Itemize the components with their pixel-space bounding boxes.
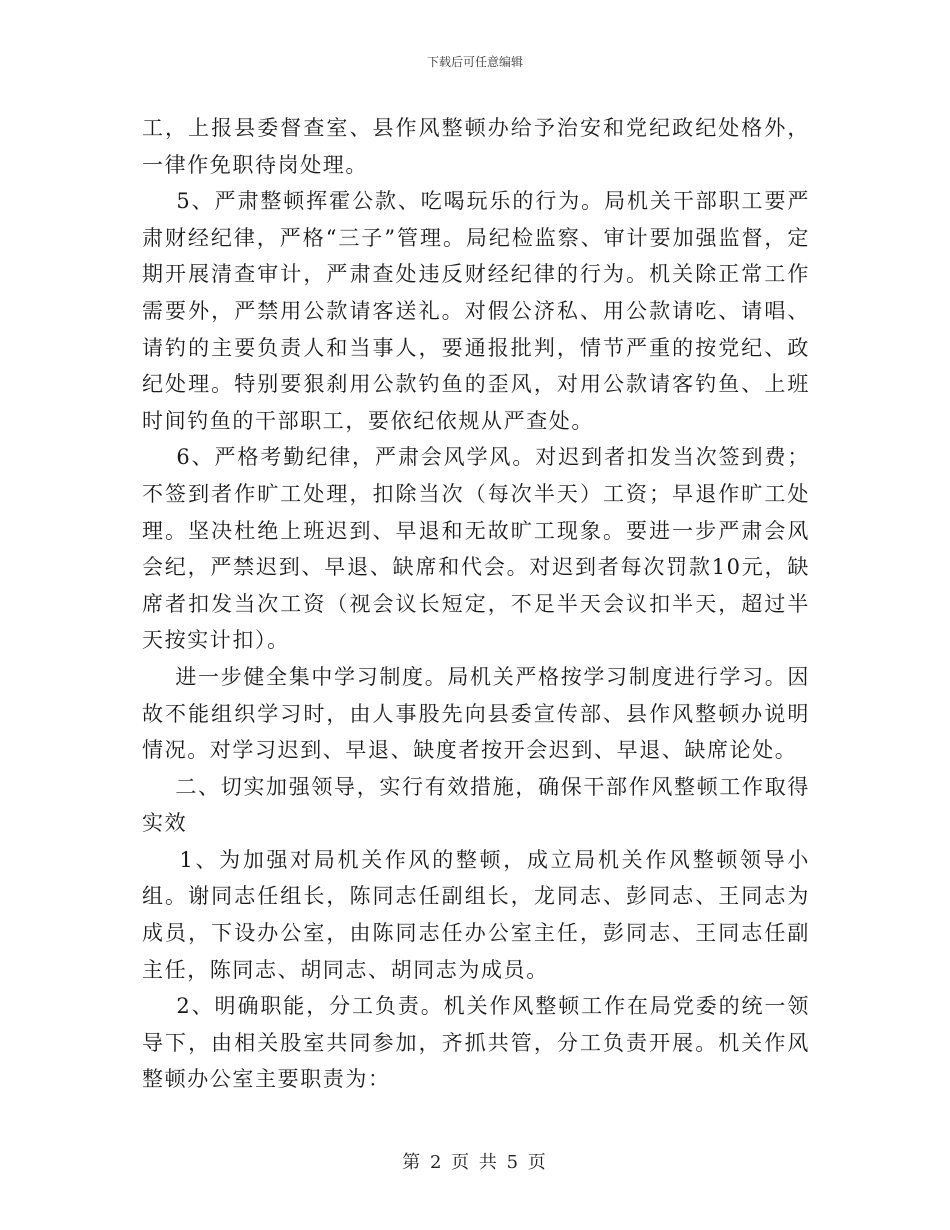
document-body bbox=[142, 110, 810, 1098]
paragraph-1: 工，上报县委督查室、县作风整顿办给予治安和党纪政纪处格外，一律作免职待岗处理。 bbox=[142, 116, 810, 177]
paragraph-3: 6、严格考勤纪律，严肃会风学风。对迟到者扣发当次签到费；不签到者作旷工处理，扣除当次（每次半天）工资；早退作旷工处理。坚决杜绝上班迟到、早退和无故旷工现象。要进一步严肃会风会纪，严禁迟到、早退、缺席和代会。对迟到者每次罚款10元，缺席者扣发当次工资（视会议长短定，不足半天会议扣半天，超过半天按实计扣）。 bbox=[142, 445, 810, 653]
paragraph-2: 5、严肃整顿挥霍公款、吃喝玩乐的行为。局机关干部职工要严肃财经纪律，严格“三子”管理。局纪检监察、审计要加强监督，定期开展清查审计，严肃查处违反财经纪律的行为。机关除正常工作需要外，严禁用公款请客送礼。对假公济私、用公款请吃、请唱、请钓的主要负责人和当事人，要通报批判，情节严重的按党纪、政纪处理。特别要狠刹用公款钓鱼的歪风，对用公款请客钓鱼、上班时间钓鱼的干部职工，要依纪依规从严查处。 bbox=[142, 189, 810, 433]
page-header: 下载后可任意编辑 bbox=[426, 55, 523, 69]
paragraph-4: 进一步健全集中学习制度。局机关严格按学习制度进行学习。因故不能组织学习时，由人事股先向县委宣传部、县作风整顿办说明情况。对学习迟到、早退、缺度者按开会迟到、早退、缺席论处。 bbox=[142, 664, 810, 763]
paragraph-5: 二、切实加强领导，实行有效措施，确保干部作风整顿工作取得实效 bbox=[142, 774, 810, 836]
paragraph-7: 2、明确职能，分工负责。机关作风整顿工作在局党委的统一领导下，由相关股室共同参加，齐抓共管，分工负责开展。机关作风整顿办公室主要职责为： bbox=[142, 994, 810, 1092]
paragraph-6: 1、为加强对局机关作风的整顿，成立局机关作风整顿领导小组。谢同志任组长，陈同志任副组长，龙同志、彭同志、王同志为成员，下设办公室，由陈同志任办公室主任，彭同志、王同志任副主任，陈同志、胡同志、胡同志为成员。 bbox=[142, 847, 810, 982]
page-footer: 第 2 页 共 5 页 bbox=[402, 1152, 548, 1173]
